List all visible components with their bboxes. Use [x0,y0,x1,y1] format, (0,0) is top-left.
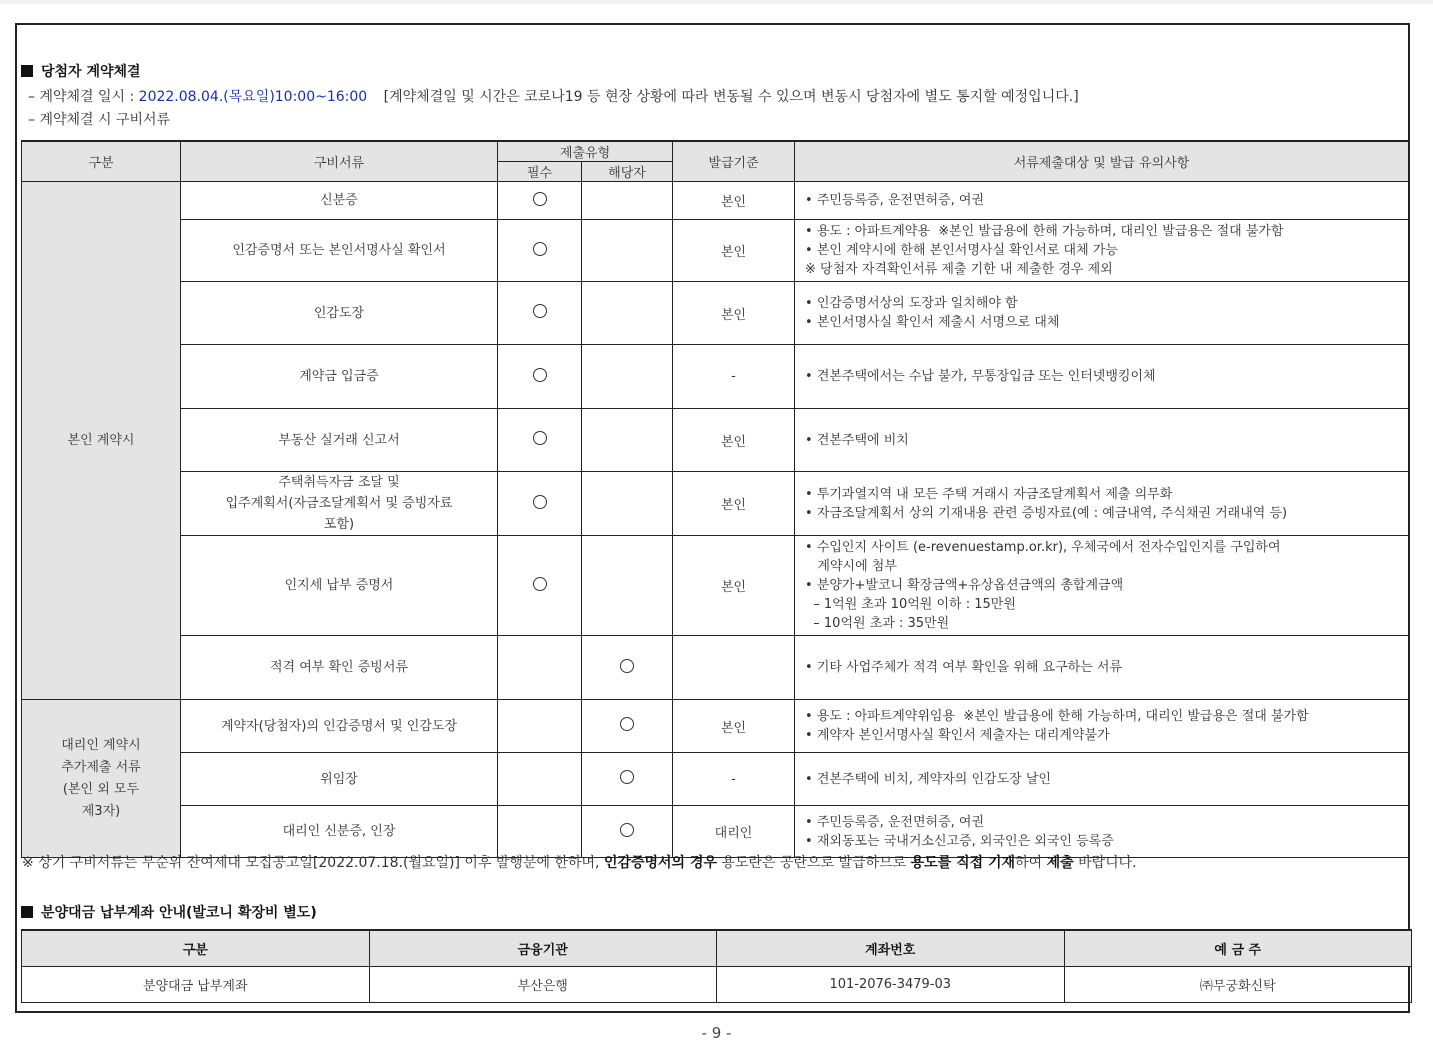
section-title-text: 분양대금 납부계좌 안내(발코니 확장비 별도) [41,905,317,921]
note-line: 계약시에 첨부 [805,559,897,574]
square-bullet-icon [21,65,33,77]
applicable-cell [582,806,673,858]
required-cell [498,282,582,345]
note-line: • 분양가+발코니 확장금액+유상옵션금액의 총합계금액 [805,578,1124,593]
required-documents-table [21,140,1409,858]
note-line: ※ 당첨자 자격확인서류 제출 기한 내 제출한 경우 제외 [805,262,1113,277]
notes-cell [795,753,1409,806]
document-name: 부동산 실거래 신고서 [181,409,498,472]
table-row [22,409,1409,472]
note-line: • 본인 계약시에 한해 본인서명사실 확인서로 대체 가능 [805,243,1118,258]
section-title-text: 당첨자 계약체결 [41,64,141,80]
issuer-cell: 대리인 [673,806,795,858]
date-prefix: – 계약체결 일시 : [28,89,139,105]
applicable-cell [582,409,673,472]
issuer-cell: 본인 [673,536,795,636]
section-title-account [21,902,317,922]
note-line: – 10억원 초과 : 35만원 [805,616,950,631]
table-row [22,536,1409,636]
document-name: 계약자(당첨자)의 인감증명서 및 인감도장 [181,700,498,753]
section-title-contract [21,61,141,81]
note-line: • 주민등록증, 운전면허증, 여권 [805,814,985,830]
issuer-cell: 본인 [673,220,795,282]
note-line: • 인감증명서상의 도장과 일치해야 함 [805,296,1018,311]
document-name: 위임장 [181,753,498,806]
table-row [22,472,1409,536]
issuer-cell: 본인 [673,409,795,472]
note-line: • 주민등록증, 운전면허증, 여권 [805,193,985,208]
issuer-cell: 본인 [673,472,795,536]
acct-header-account-number: 계좌번호 [717,930,1065,967]
notes-cell [795,182,1409,220]
document-name: 인지세 납부 증명서 [181,536,498,636]
footnote-bold: 제출 [1046,855,1074,871]
issuer-cell: - [673,753,795,806]
applicable-cell [582,472,673,536]
table-row [22,806,1409,858]
table-row [22,282,1409,345]
document-name: 인감증명서 또는 본인서명사실 확인서 [181,220,498,282]
required-cell [498,753,582,806]
header-submit-type: 제출유형 [498,141,673,162]
table-row [22,220,1409,282]
notes-cell [795,700,1409,753]
applicable-cell [582,345,673,409]
circle-mark-icon [533,192,547,206]
issuer-cell: 본인 [673,182,795,220]
required-cell [498,806,582,858]
docs-label: – 계약체결 시 구비서류 [28,112,171,128]
acct-header-category: 구분 [22,930,370,967]
applicable-cell [582,700,673,753]
required-cell [498,472,582,536]
note-line: • 자금조달계획서 상의 기재내용 관련 증빙자료(예 : 예금내역, 주식채권 거래내역 등) [805,505,1288,521]
account-table [21,929,1412,1003]
notes-cell [795,220,1409,282]
note-line: • 재외동포는 국내거소신고증, 외국인은 외국인 등록증 [805,833,1114,849]
category-label-line: (본인 외 모두 [62,781,140,797]
category-label-line: 대리인 계약시 [61,737,141,753]
acct-bank: 부산은행 [369,967,717,1003]
circle-mark-icon [533,577,547,591]
square-bullet-icon [21,906,33,918]
notes-cell [795,409,1409,472]
header-notes: 서류제출대상 및 발급 유의사항 [795,141,1409,182]
circle-mark-icon [533,368,547,382]
document-name: 대리인 신분증, 인장 [181,806,498,858]
required-cell [498,636,582,700]
circle-mark-icon [620,823,634,837]
header-applicable: 해당자 [582,162,673,182]
required-cell [498,409,582,472]
footnote-text: 용도란은 공란으로 발급하므로 [717,855,911,871]
applicable-cell [582,182,673,220]
notes-cell [795,472,1409,536]
circle-mark-icon [620,770,634,784]
note-line: • 기타 사업주체가 적격 여부 확인을 위해 요구하는 서류 [805,660,1123,675]
notes-cell [795,282,1409,345]
applicable-cell [582,753,673,806]
note-line: • 투기과열지역 내 모든 주택 거래시 자금조달계획서 제출 의무화 [805,486,1173,502]
header-category: 구분 [22,141,181,182]
issuer-cell [673,636,795,700]
acct-holder: ㈜무궁화신탁 [1064,967,1412,1003]
applicable-cell [582,220,673,282]
footnote [22,852,1137,872]
footnote-text: 하여 [1015,855,1047,871]
notes-cell [795,536,1409,636]
issuer-cell: 본인 [673,282,795,345]
document-name: 인감도장 [181,282,498,345]
circle-mark-icon [620,717,634,731]
required-cell [498,700,582,753]
contract-date-line [28,86,1079,106]
category-self-contract: 본인 계약시 [22,182,181,700]
date-note: [계약체결일 및 시간은 코로나19 등 현장 상황에 따라 변동될 수 있으며 변동시 당첨자에 별도 통지할 예정입니다.] [383,89,1079,105]
category-label-line: 추가제출 서류 [61,759,141,775]
acct-header-bank: 금융기관 [369,930,717,967]
acct-category: 분양대금 납부계좌 [22,967,370,1003]
table-row [22,345,1409,409]
table-row [22,753,1409,806]
header-required: 필수 [498,162,582,182]
required-cell [498,345,582,409]
footnote-bold: 용도를 직접 기재 [910,855,1016,871]
required-cell [498,182,582,220]
acct-header-holder: 예 금 주 [1064,930,1412,967]
note-line: • 견본주택에서는 수납 불가, 무통장입금 또는 인터넷뱅킹이체 [805,369,1156,384]
circle-mark-icon [620,659,634,673]
note-line: – 1억원 초과 10억원 이하 : 15만원 [805,597,1016,612]
table-row [22,967,1412,1003]
note-line: • 용도 : 아파트계약위임용 ※본인 발급용에 한해 가능하며, 대리인 발급용은 절대 불가함 [805,709,1309,724]
circle-mark-icon [533,495,547,509]
category-label-line: 제3자) [81,803,121,819]
document-name: 신분증 [181,182,498,220]
document-name: 적격 여부 확인 증빙서류 [181,636,498,700]
footnote-text: ※ 상기 구비서류는 무순위 잔여세대 모집공고일[2022.07.18.(월요일)] 이후 발행분에 한하며, [22,855,604,871]
circle-mark-icon [533,304,547,318]
footnote-text: 바랍니다. [1073,855,1137,871]
header-issuer: 발급기준 [673,141,795,182]
page-number: - 9 - [701,1024,732,1042]
table-row [22,700,1409,753]
table-row [22,182,1409,220]
header-document: 구비서류 [181,141,498,182]
notes-cell [795,806,1409,858]
note-line: • 견본주택에 비치, 계약자의 인감도장 날인 [805,771,1051,787]
circle-mark-icon [533,431,547,445]
note-line: • 용도 : 아파트계약용 ※본인 발급용에 한해 가능하며, 대리인 발급용은 절대 불가함 [805,224,1284,239]
note-line: • 본인서명사실 확인서 제출시 서명으로 대체 [805,315,1060,330]
date-value: 2022.08.04.(목요일)10:00~16:00 [138,89,368,105]
applicable-cell [582,282,673,345]
category-proxy-contract [22,700,181,858]
applicable-cell [582,536,673,636]
document-name-line: 포함) [323,517,355,532]
applicable-cell [582,636,673,700]
note-line: • 견본주택에 비치 [805,432,909,448]
required-cell [498,536,582,636]
issuer-cell: 본인 [673,700,795,753]
required-cell [498,220,582,282]
document-name: 계약금 입금증 [181,345,498,409]
document-name [181,472,498,536]
footnote-bold: 인감증명서의 경우 [603,855,718,871]
note-line: • 계약자 본인서명사실 확인서 제출자는 대리계약불가 [805,728,1110,743]
document-name-line: 입주계획서(자금조달계획서 및 증빙자료 [225,496,453,511]
top-strip [0,0,1433,4]
notes-cell [795,636,1409,700]
notes-cell [795,345,1409,409]
circle-mark-icon [533,242,547,256]
table-row [22,636,1409,700]
issuer-cell: - [673,345,795,409]
note-line: • 수입인지 사이트 (e-revenuestamp.or.kr), 우체국에서 전자수입인지를 구입하여 [805,540,1281,555]
document-name-line: 주택취득자금 조달 및 [278,475,400,490]
acct-number: 101-2076-3479-03 [717,967,1065,1003]
